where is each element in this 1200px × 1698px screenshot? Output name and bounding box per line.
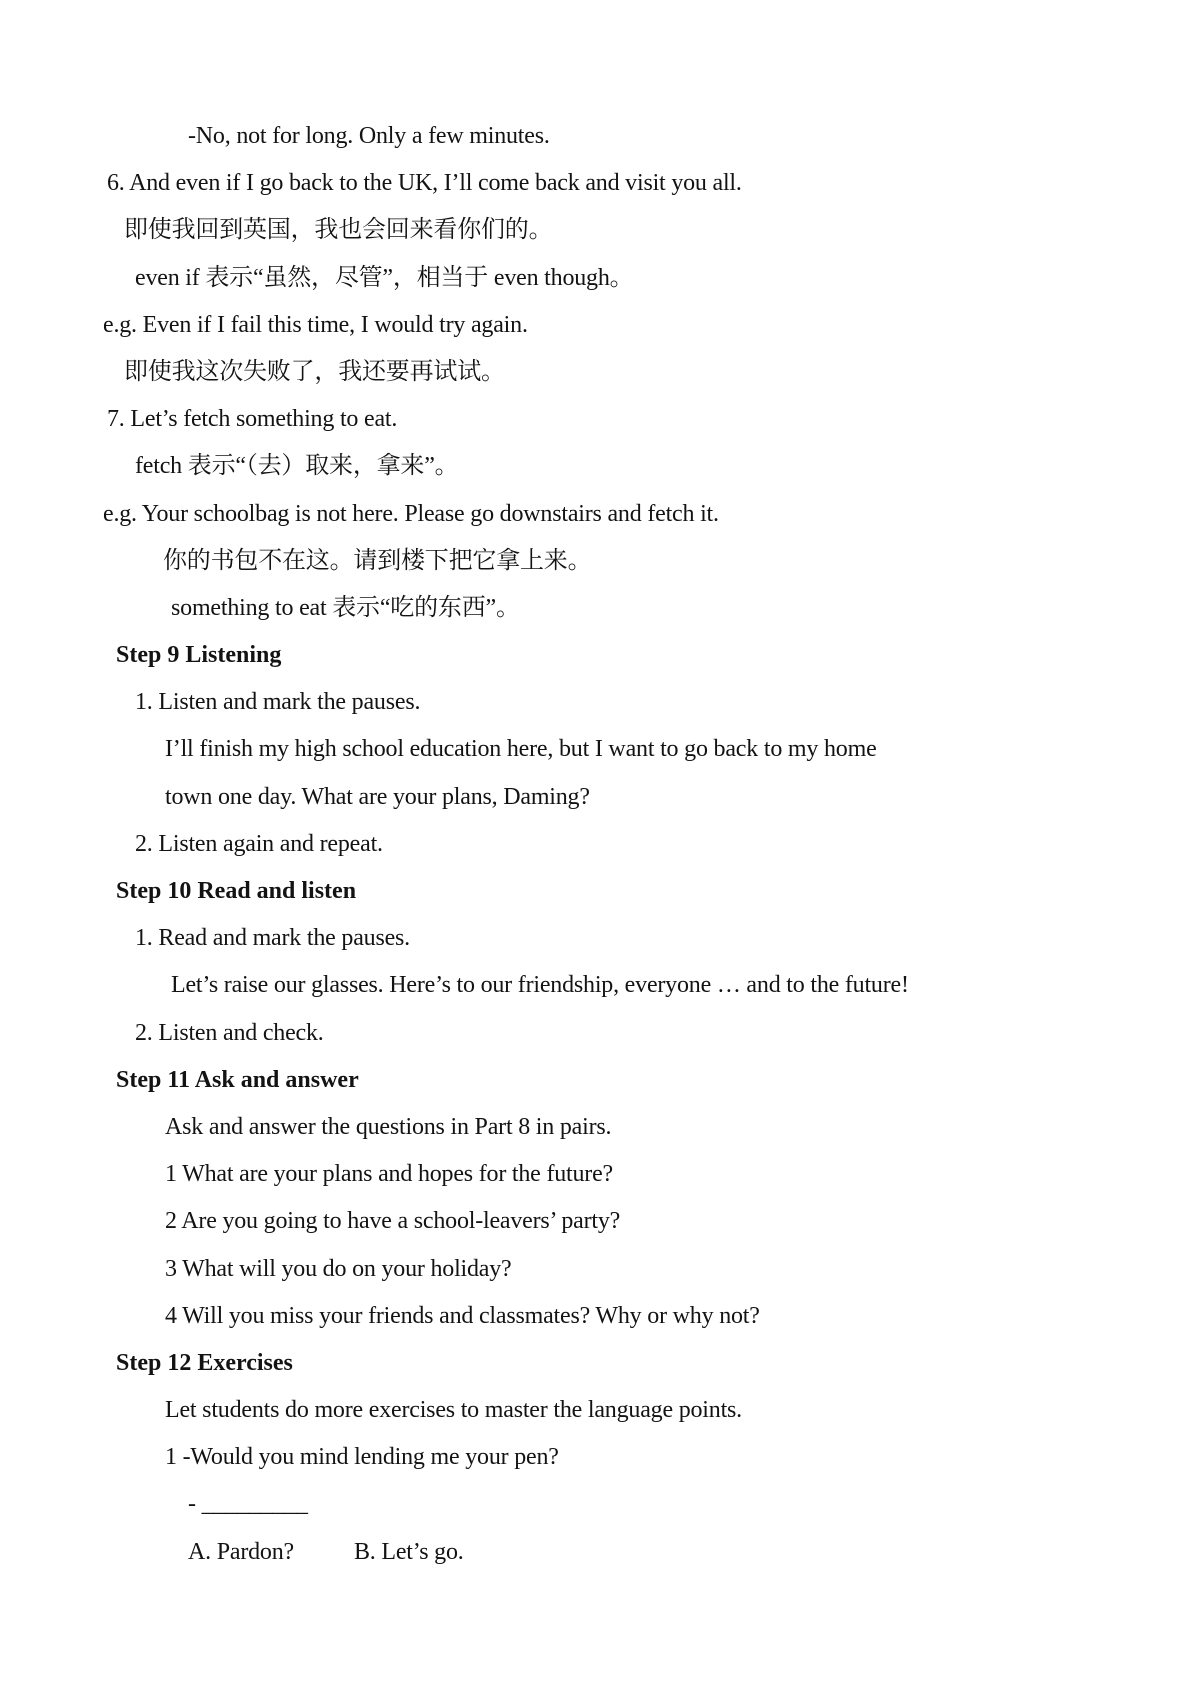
section-heading: Step 10 Read and listen bbox=[116, 878, 357, 904]
document-line: 你的书包不在这。请到楼下把它拿上来。 bbox=[163, 547, 592, 574]
document-line: 1 -Would you mind lending me your pen? bbox=[165, 1444, 559, 1471]
document-line: e.g. Your schoolbag is not here. Please go downstairs and fetch it. bbox=[103, 500, 719, 527]
document-line: -No, not for long. Only a few minutes. bbox=[188, 123, 550, 149]
document-line: Ask and answer the questions in Part 8 in pairs. bbox=[165, 1113, 612, 1140]
document-line: 2. Listen and check. bbox=[135, 1019, 324, 1046]
section-heading: Step 9 Listening bbox=[116, 642, 282, 669]
document-line: - _________ bbox=[188, 1491, 308, 1518]
document-line: 3 What will you do on your holiday? bbox=[165, 1255, 512, 1282]
document-line: 7. Let’s fetch something to eat. bbox=[107, 406, 398, 433]
document-line: fetch 表示“（去）取来，拿来”。 bbox=[135, 453, 459, 480]
document-line bbox=[0, 1529, 1200, 1576]
document-line: 4 Will you miss your friends and classmates? Why or why not? bbox=[165, 1302, 760, 1329]
option-a-label: A. Pardon? bbox=[188, 1538, 294, 1565]
document-line: 2 Are you going to have a school-leavers’ party? bbox=[165, 1208, 621, 1235]
section-heading: Step 11 Ask and answer bbox=[116, 1066, 359, 1093]
document-line: e.g. Even if I fail this time, I would try again. bbox=[103, 311, 528, 338]
document-line: even if 表示“虽然，尽管”，相当于 even though。 bbox=[135, 264, 634, 291]
document-line: 6. And even if I go back to the UK, I’ll come back and visit you all. bbox=[107, 170, 742, 197]
document-line: Let students do more exercises to master the language points. bbox=[165, 1397, 742, 1424]
document-line: Let’s raise our glasses. Here’s to our friendship, everyone … and to the future! bbox=[171, 972, 909, 999]
document-line: 1. Read and mark the pauses. bbox=[135, 925, 410, 952]
document-line: 即使我回到英国，我也会回来看你们的。 bbox=[124, 217, 553, 244]
option-b-label: B. Let’s go. bbox=[353, 1538, 464, 1565]
section-heading: Step 12 Exercises bbox=[116, 1349, 293, 1376]
document-line: something to eat 表示“吃的东西”。 bbox=[171, 594, 520, 621]
document-line: 即使我这次失败了，我还要再试试。 bbox=[124, 358, 505, 385]
document-line: 1. Listen and mark the pauses. bbox=[135, 689, 421, 716]
document-line: town one day. What are your plans, Daming? bbox=[165, 783, 590, 810]
document-line: 2. Listen again and repeat. bbox=[135, 830, 383, 857]
document-line: I’ll finish my high school education here, but I want to go back to my home bbox=[165, 736, 877, 763]
document-line: 1 What are your plans and hopes for the future? bbox=[165, 1161, 613, 1188]
